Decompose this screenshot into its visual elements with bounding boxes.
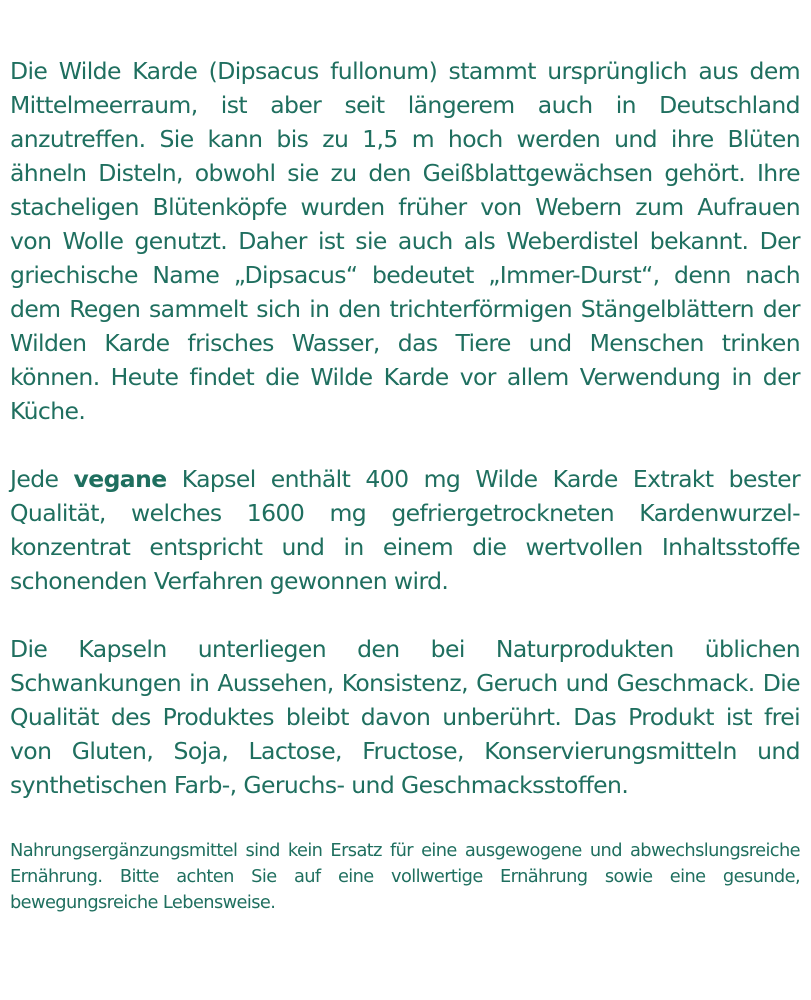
capsule-text-prefix: Jede	[10, 465, 74, 493]
paragraph-quality: Die Kapseln unterliegen den bei Naturprodukten üblichen Schwankungen in Aussehen, Konsistenz, Geruch und Geschmack. Die Qualität des Produktes bleibt davon unberührt. Das Produkt ist frei von Gluten, Soja, Lactose, Fructose, Konservierungsmitteln und synthetischen Farb-, Geruchs- und Geschmacksstoffen.	[10, 635, 800, 799]
paragraph-origin: Die Wilde Karde (Dipsacus fullonum) stammt ursprünglich aus dem Mittelmeerraum, ist aber seit längerem auch in Deutschland anzutreffen. Sie kann bis zu 1,5 m hoch werden und ihre Blüten ähneln Disteln, obwohl sie zu den Geißblattgewächsen gehört. Ihre stacheligen Blütenköpfe wurden früher von Webern zum Aufrauen von Wolle genutzt. Daher ist sie auch als Weberdistel bekannt. Der griechische Name „Dipsacus“ bedeutet „Immer-Durst“, denn nach dem Regen sammelt sich in den trichterförmigen Stängelblättern der Wilden Karde frisches Wasser, das Tiere und Menschen trinken können. Heute findet die Wilde Karde vor allem Verwendung in der Küche.	[10, 57, 800, 425]
supplement-disclaimer: Nahrungsergänzungsmittel sind kein Ersatz für eine ausgewogene und abwechslungsreiche Ernährung. Bitte achten Sie auf eine vollwertige Ernährung sowie eine gesunde, bewegungsreiche Lebensweise.	[10, 840, 800, 913]
capsule-text-suffix: Kapsel enthält 400 mg Wilde Karde Extrakt bester Qualität, welches 1600 mg gefriergetrockneten Kardenwurzel-konzentrat entspricht und in einem die wertvollen Inhaltsstoffe schonenden Verfahren gewonnen wird.	[10, 465, 801, 595]
product-description	[10, 54, 800, 916]
vegan-emphasis: vegane	[73, 465, 167, 493]
paragraph-capsule-content	[10, 462, 800, 598]
